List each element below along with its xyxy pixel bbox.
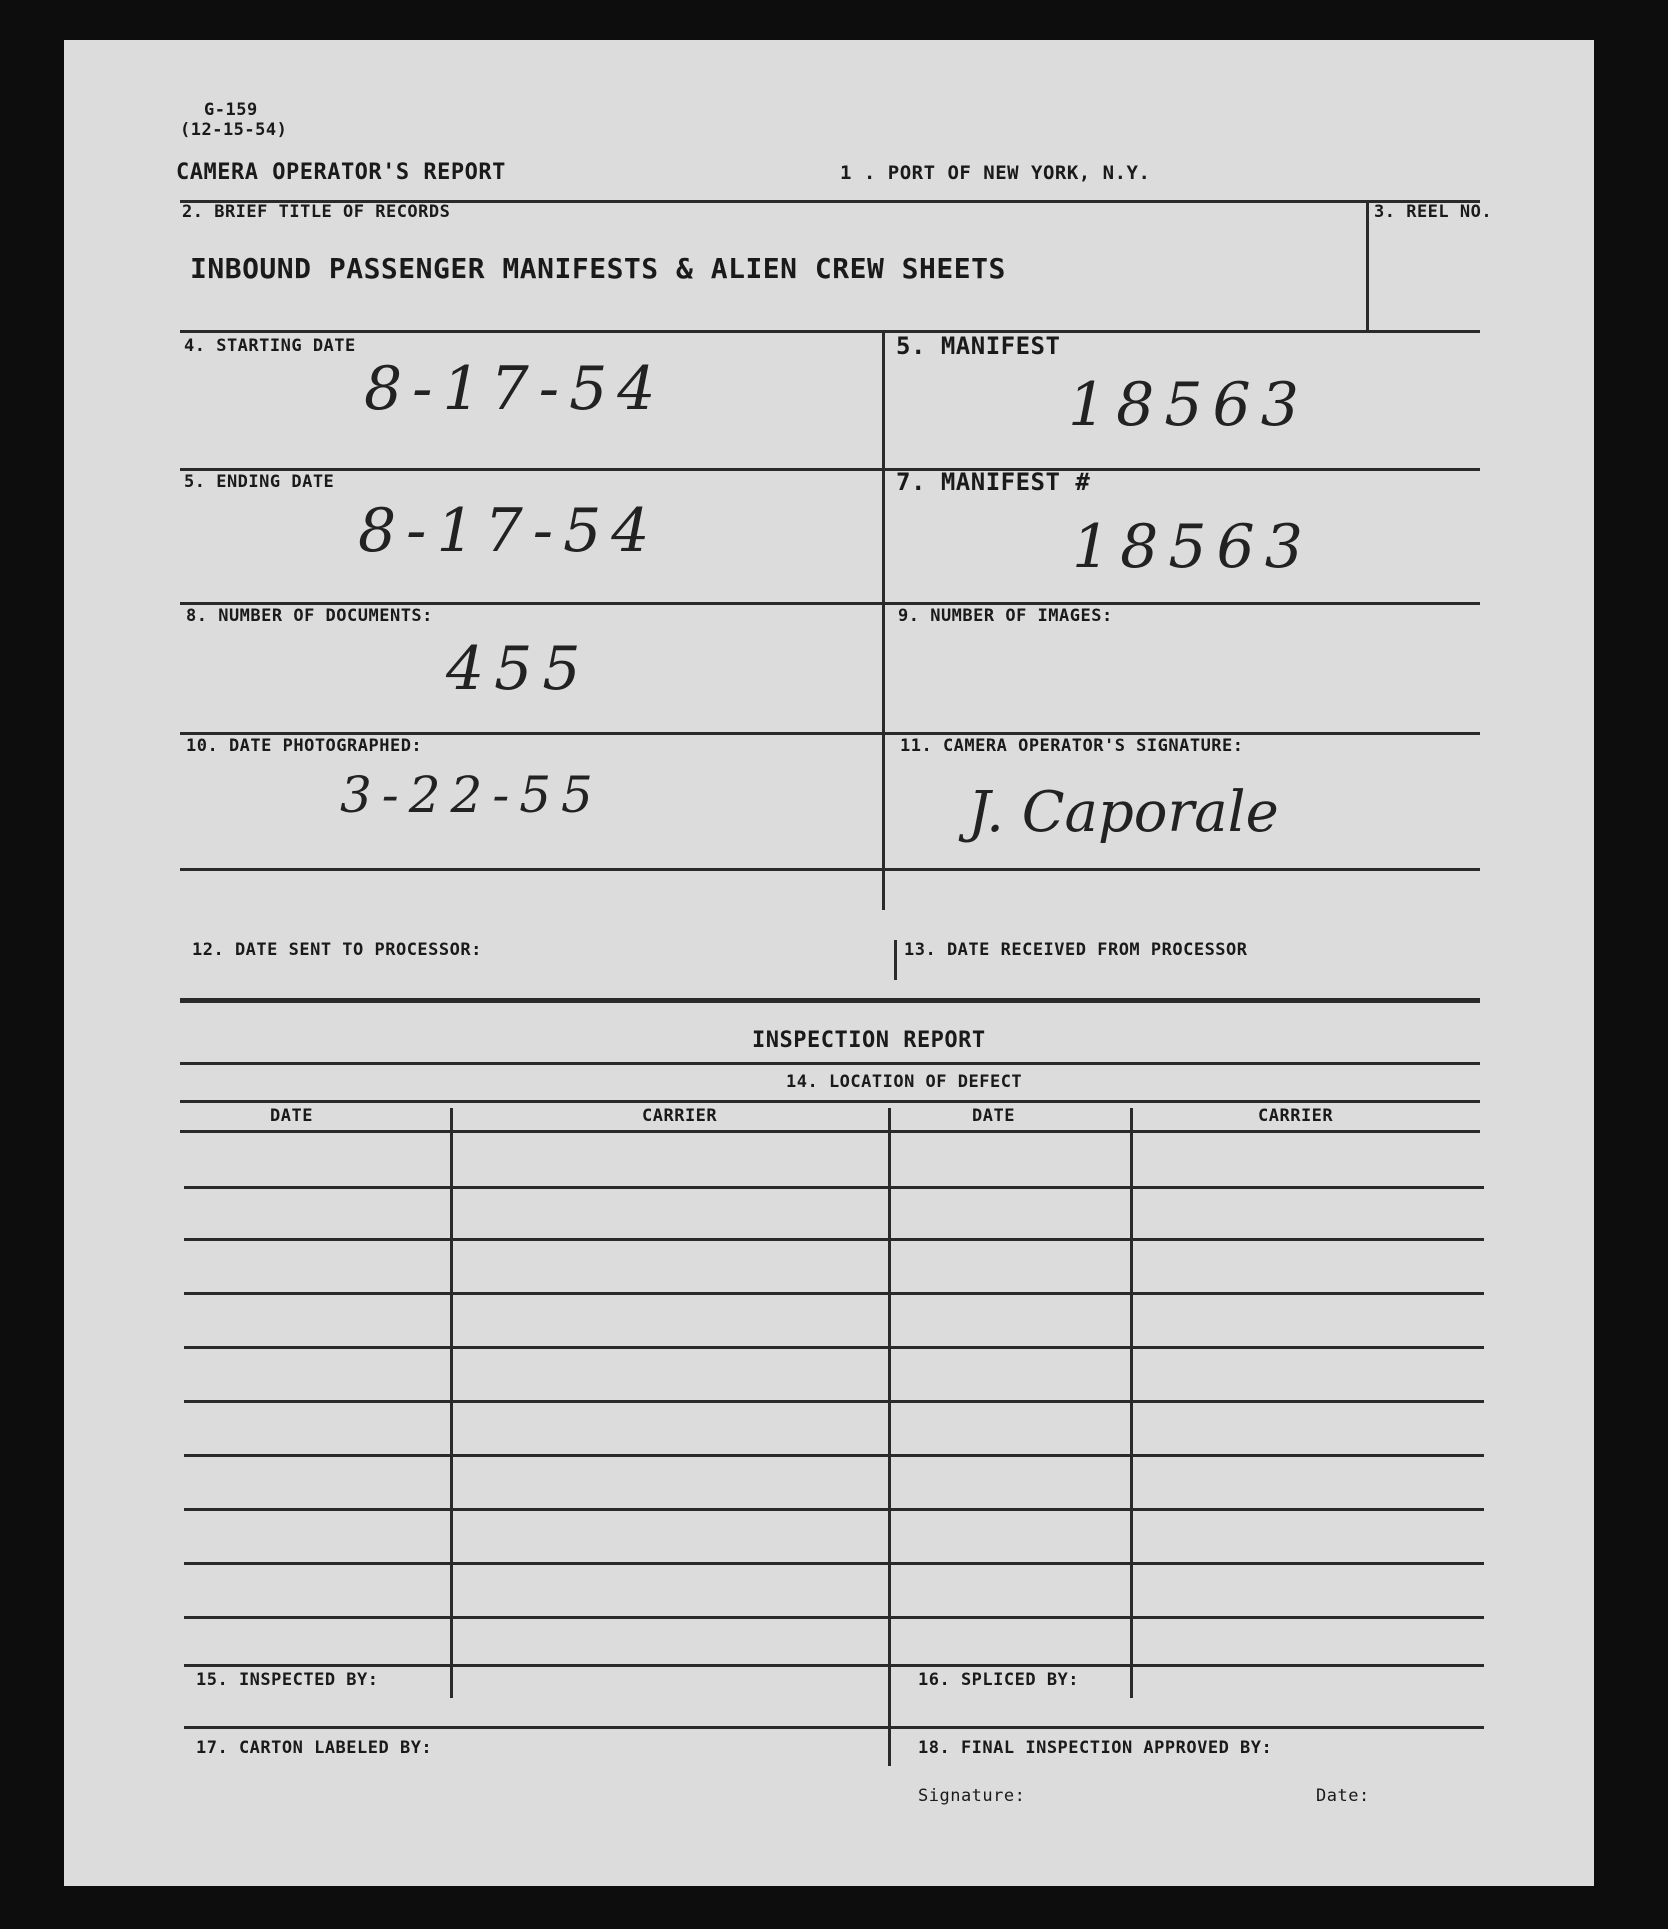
num-documents-label: 8. NUMBER OF DOCUMENTS:: [186, 606, 433, 626]
divider: [894, 940, 897, 980]
manifest-value: 18563: [1068, 370, 1309, 440]
ending-date-label: 5. ENDING DATE: [184, 472, 335, 492]
form-sheet: [64, 40, 1594, 1886]
carton-labeled-label: 17. CARTON LABELED BY:: [196, 1738, 433, 1758]
signature-label: Signature:: [918, 1786, 1026, 1806]
camera-operator-signature-value: J. Caporale: [968, 780, 1279, 845]
divider: [180, 732, 1480, 735]
port-field: 1 . PORT OF NEW YORK, N.Y.: [840, 162, 1151, 184]
form-date: (12-15-54): [180, 120, 288, 140]
form-title: CAMERA OPERATOR'S REPORT: [176, 160, 506, 185]
num-documents-value: 455: [446, 634, 591, 704]
divider: [180, 1130, 1480, 1133]
final-inspection-label: 18. FINAL INSPECTION APPROVED BY:: [918, 1738, 1273, 1758]
column-header-date: DATE: [972, 1106, 1015, 1126]
column-header-carrier: CARRIER: [1258, 1106, 1334, 1126]
date-label: Date:: [1316, 1786, 1370, 1806]
spliced-by-label: 16. SPLICED BY:: [918, 1670, 1080, 1690]
divider: [180, 330, 1480, 333]
divider: [888, 1108, 891, 1766]
divider: [180, 1062, 1480, 1065]
num-images-label: 9. NUMBER OF IMAGES:: [898, 606, 1113, 626]
divider: [1366, 200, 1369, 330]
manifest-no-value: 18563: [1072, 512, 1313, 582]
date-photographed-label: 10. DATE PHOTOGRAPHED:: [186, 736, 423, 756]
table-row: [184, 1562, 1484, 1565]
inspection-title: INSPECTION REPORT: [752, 1028, 986, 1053]
manifest-label: 5. MANIFEST: [896, 332, 1061, 360]
divider: [882, 330, 885, 910]
ending-date-value: 8-17-54: [358, 496, 660, 566]
date-received-label: 13. DATE RECEIVED FROM PROCESSOR: [904, 940, 1248, 960]
brief-title-label: 2. BRIEF TITLE OF RECORDS: [182, 202, 451, 222]
table-row: [184, 1400, 1484, 1403]
starting-date-value: 8-17-54: [364, 354, 666, 424]
table-row: [184, 1664, 1484, 1667]
divider: [180, 868, 1480, 871]
divider: [180, 602, 1480, 605]
column-header-date: DATE: [270, 1106, 313, 1126]
date-photographed-value: 3-22-55: [340, 766, 603, 824]
form-number: G-159: [204, 100, 258, 120]
divider: [450, 1108, 453, 1698]
table-row: [184, 1508, 1484, 1511]
divider: [1130, 1108, 1133, 1698]
divider: [184, 1726, 1484, 1729]
table-row: [184, 1292, 1484, 1295]
location-of-defect-label: 14. LOCATION OF DEFECT: [786, 1072, 1023, 1092]
camera-operator-signature-label: 11. CAMERA OPERATOR'S SIGNATURE:: [900, 736, 1244, 756]
table-row: [184, 1346, 1484, 1349]
divider: [180, 468, 1480, 471]
table-row: [184, 1454, 1484, 1457]
table-row: [184, 1616, 1484, 1619]
divider: [180, 1100, 1480, 1103]
reel-label: 3. REEL NO.: [1374, 202, 1493, 222]
column-header-carrier: CARRIER: [642, 1106, 718, 1126]
inspected-by-label: 15. INSPECTED BY:: [196, 1670, 379, 1690]
table-row: [184, 1238, 1484, 1241]
divider: [180, 998, 1480, 1003]
brief-title-value: INBOUND PASSENGER MANIFESTS & ALIEN CREW SHEETS: [190, 252, 1006, 285]
manifest-no-label: 7. MANIFEST #: [896, 468, 1091, 496]
starting-date-label: 4. STARTING DATE: [184, 336, 356, 356]
date-sent-label: 12. DATE SENT TO PROCESSOR:: [192, 940, 482, 960]
table-row: [184, 1186, 1484, 1189]
